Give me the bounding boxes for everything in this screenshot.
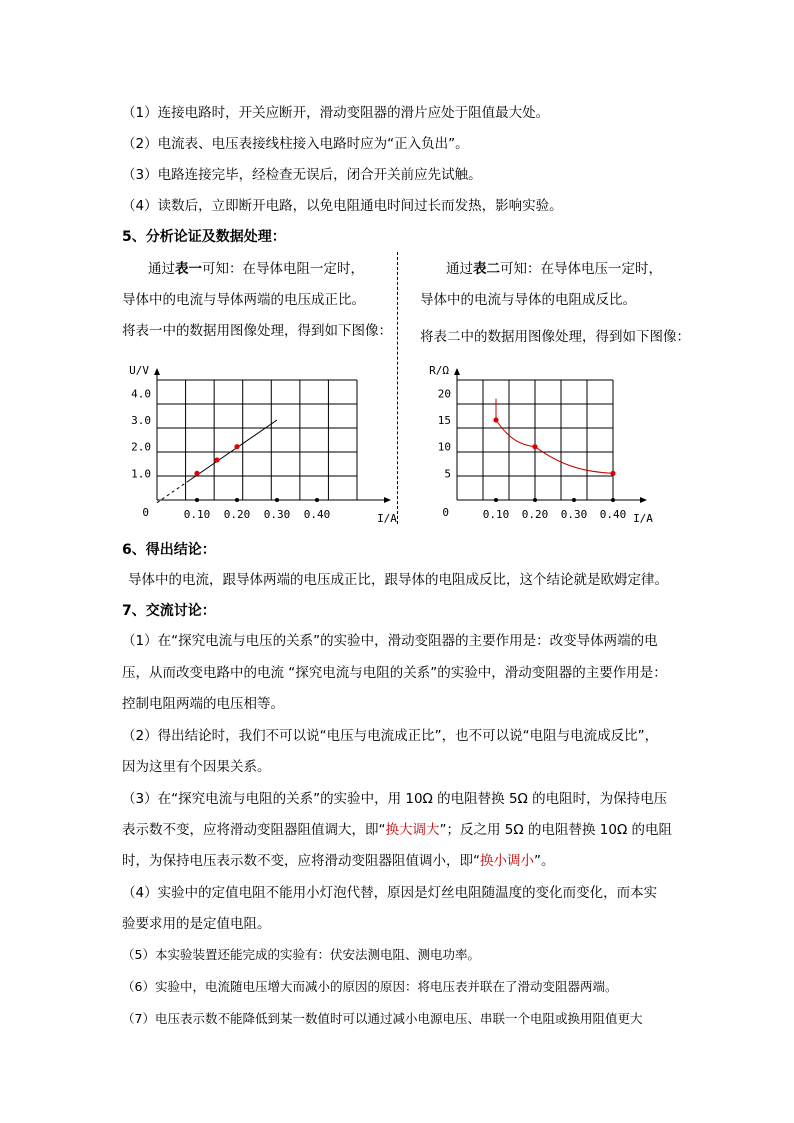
discussion-3-line1: （3）在“探究电流与电阻的关系”的实验中，用 10Ω 的电阻替换 5Ω 的电阻时，为保持电压 xyxy=(122,791,668,807)
discussion-2-line1: （2）得出结论时，我们不可以说“电压与电流成正比”，也不可以说“电阻与电流成反比”， xyxy=(122,728,659,744)
y-tick-label: 4.0 xyxy=(131,387,151,401)
note-4: （4）读数后，立即断开电路，以免电阻通电时间过长而发热，影响实验。 xyxy=(122,198,563,214)
section-6-heading: 6、得出结论： xyxy=(122,542,216,558)
discussion-1-line1: （1）在“探究电流与电压的关系”的实验中，滑动变阻器的主要作用是：改变导体两端的电 xyxy=(122,633,658,649)
x-tick-dot xyxy=(315,498,319,502)
note-2: （2）电流表、电压表接线柱接入电路时应为“正入负出”。 xyxy=(122,136,469,152)
left-conclusion-line3: 将表一中的数据用图像处理，得到如下图像： xyxy=(122,323,392,339)
note-3: （3）电路连接完毕，经检查无误后，闭合开关前应先试触。 xyxy=(122,167,482,183)
discussion-4-line1: （4）实验中的定值电阻不能用小灯泡代替，原因是灯丝电阻随温度的变化而变化，而本实 xyxy=(122,885,658,901)
data-point xyxy=(194,471,199,476)
y-tick-label: 20 xyxy=(437,387,451,401)
discussion-7: （7）电压表示数不能降低到某一数值时可以通过减小电源电压、串联一个电阻或换用阻值更大 xyxy=(122,1011,643,1026)
x-tick-dot xyxy=(235,498,239,502)
x-tick-label: 0.30 xyxy=(263,508,291,521)
discussion-5: （5）本实验装置还能完成的实验有：伏安法测电阻、测电功率。 xyxy=(122,947,480,962)
origin-label: 0 xyxy=(442,506,449,519)
x-axis-arrow xyxy=(384,497,391,503)
data-point xyxy=(234,444,239,449)
x-axis-arrow xyxy=(640,497,647,503)
y-tick-label: 15 xyxy=(437,414,451,427)
right-conclusion-line3: 将表二中的数据用图像处理，得到如下图像： xyxy=(420,329,690,345)
y-axis-arrow xyxy=(454,368,460,375)
section-5-heading: 5、分析论证及数据处理： xyxy=(122,229,286,245)
origin-label: 0 xyxy=(142,506,149,519)
y-tick-label: 1.0 xyxy=(131,467,151,481)
x-tick-dot xyxy=(275,498,279,502)
discussion-1-line2: 压，从而改变电路中的电流 “探究电流与电阻的关系”的实验中，滑动变阻器的主要作用是： xyxy=(122,665,667,681)
highlight-swap-larger: 换大调大 xyxy=(385,822,440,838)
data-point xyxy=(214,457,219,462)
y-axis-label: U/V xyxy=(129,364,149,377)
left-conclusion-line1: 通过表一可知：在导体电阻一定时， xyxy=(148,261,364,277)
x-tick-dot xyxy=(611,498,615,502)
left-conclusion-line2: 导体中的电流与导体两端的电压成正比。 xyxy=(122,292,365,308)
right-conclusion-line2: 导体中的电流与导体的电阻成反比。 xyxy=(420,292,636,308)
y-tick-label: 10 xyxy=(437,440,451,454)
x-tick-label: 0.20 xyxy=(223,508,251,521)
inverse-curve xyxy=(496,399,613,474)
discussion-1-line3: 控制电阻两端的电压相等。 xyxy=(122,696,284,712)
data-point xyxy=(610,471,615,476)
x-tick-dot xyxy=(494,498,498,502)
x-tick-label: 0.10 xyxy=(482,508,510,521)
x-axis-label: I/A xyxy=(377,512,397,525)
data-point xyxy=(532,444,537,449)
section-7-heading: 7、交流讨论： xyxy=(122,603,216,619)
column-divider xyxy=(397,252,398,524)
discussion-2-line2: 因为这里有个因果关系。 xyxy=(122,759,271,775)
data-point xyxy=(493,417,498,422)
x-tick-label: 0.40 xyxy=(303,508,331,521)
x-tick-dot xyxy=(533,498,537,502)
x-axis-label: I/A xyxy=(633,512,653,525)
u-i-chart xyxy=(115,355,397,530)
fit-line xyxy=(189,420,277,481)
x-tick-dot xyxy=(572,498,576,502)
discussion-3-line2: 表示数不变，应将滑动变阻器阻值调大，即“换大调大”；反之用 5Ω 的电阻替换 10Ω 的电阻 xyxy=(122,822,673,838)
y-axis-arrow xyxy=(154,368,160,375)
x-tick-label: 0.10 xyxy=(183,508,211,521)
note-1: （1）连接电路时，开关应断开，滑动变阻器的滑片应处于阻值最大处。 xyxy=(122,105,550,121)
y-axis-label: R/Ω xyxy=(429,364,449,377)
fit-line-extrapolated xyxy=(157,481,189,503)
x-tick-label: 0.40 xyxy=(599,508,627,521)
x-tick-label: 0.30 xyxy=(560,508,588,521)
x-tick-dot xyxy=(195,498,199,502)
x-tick-label: 0.20 xyxy=(521,508,549,521)
y-tick-label: 3.0 xyxy=(131,414,151,427)
discussion-3-line3: 时，为保持电压表示数不变，应将滑动变阻器阻值调小，即“换小调小”。 xyxy=(122,853,555,869)
r-i-chart xyxy=(415,355,685,530)
highlight-swap-smaller: 换小调小 xyxy=(480,853,534,869)
discussion-4-line2: 验要求用的是定值电阻。 xyxy=(122,916,271,932)
y-tick-label: 2.0 xyxy=(131,440,151,454)
discussion-6: （6）实验中，电流随电压增大而减小的原因的原因：将电压表并联在了滑动变阻器两端。 xyxy=(122,979,618,994)
right-conclusion-line1: 通过表二可知：在导体电压一定时， xyxy=(446,261,662,277)
y-tick-label: 5 xyxy=(444,467,451,481)
ohms-law-conclusion: 导体中的电流，跟导体两端的电压成正比，跟导体的电阻成反比，这个结论就是欧姆定律。 xyxy=(128,572,668,588)
